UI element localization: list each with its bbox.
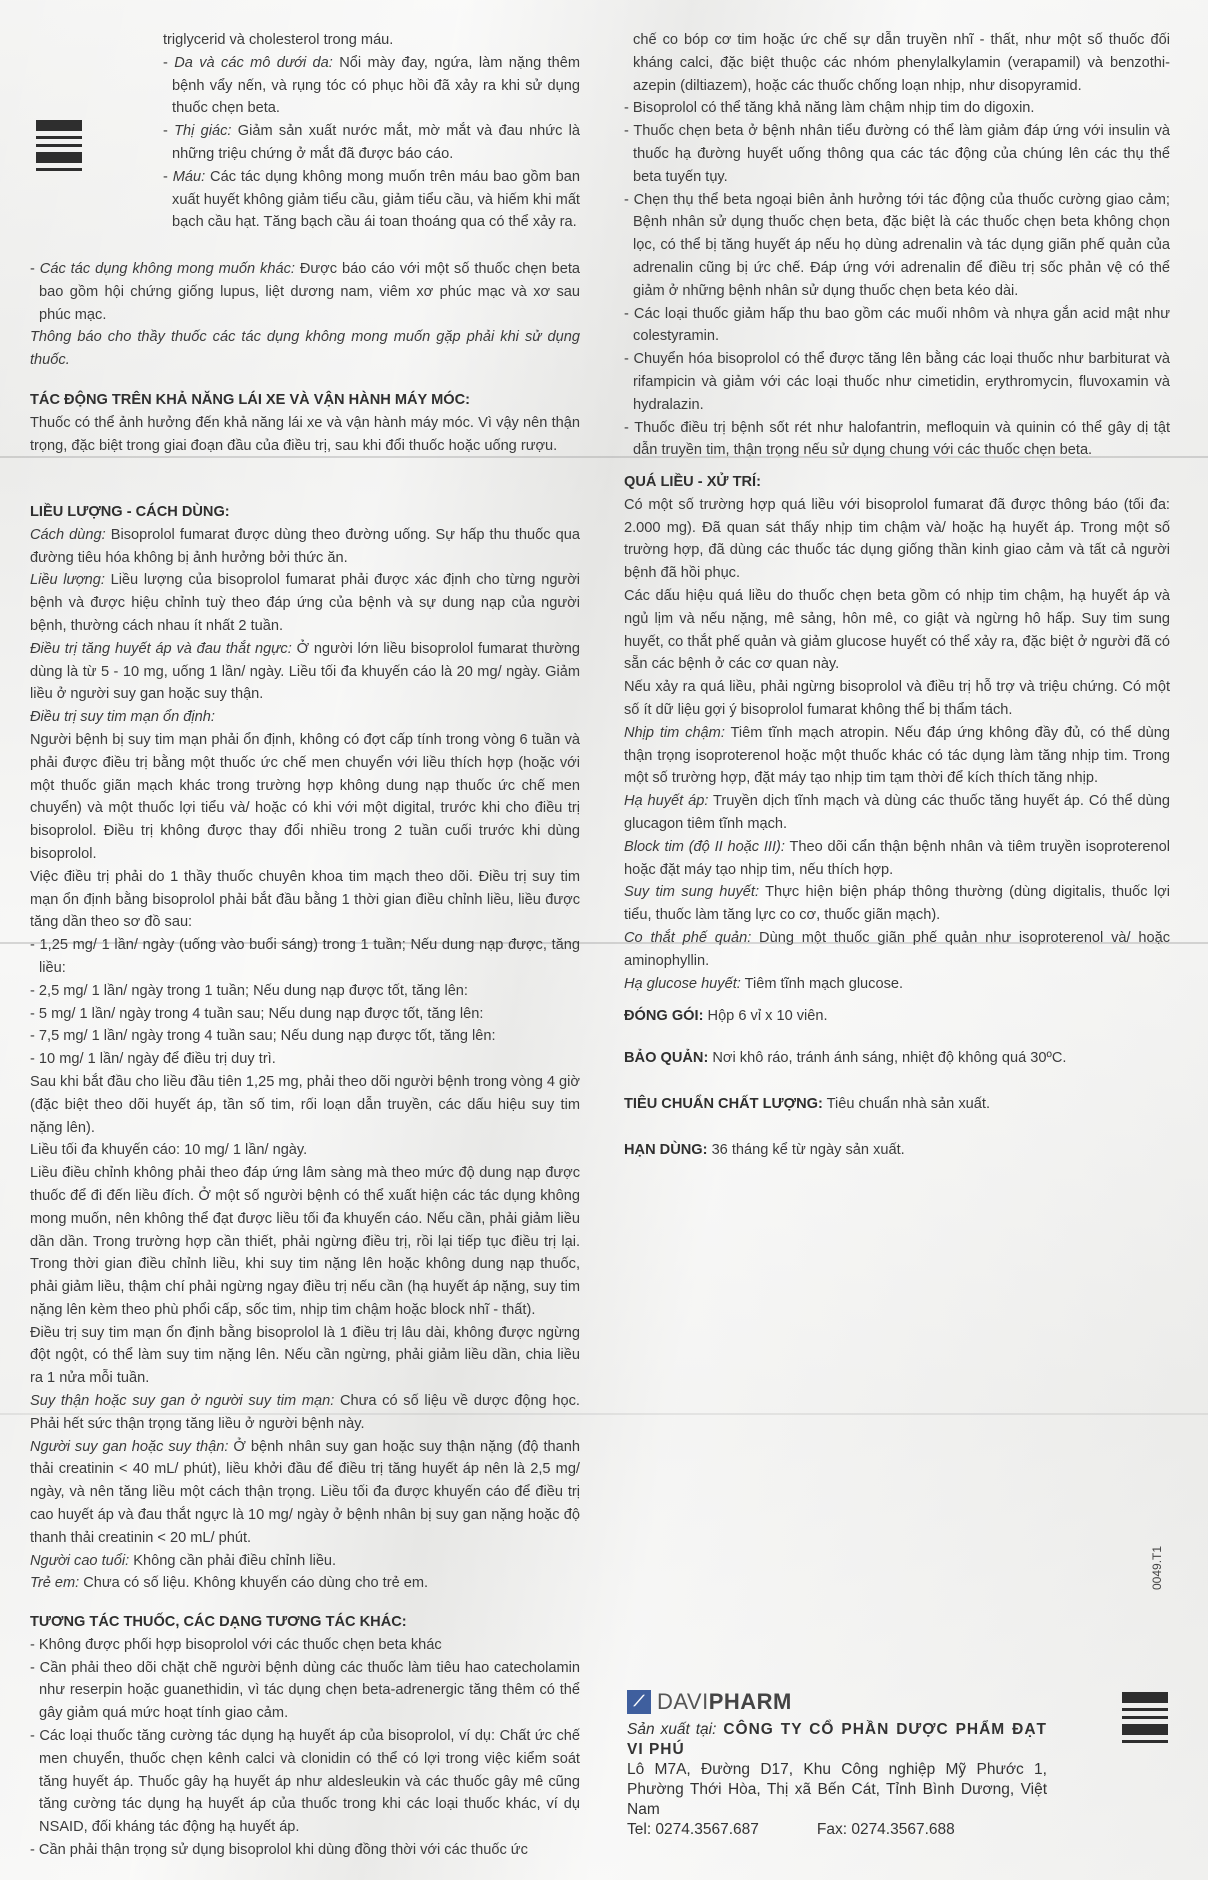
paragraph bbox=[30, 1634, 580, 1657]
paragraph-label: Điều trị suy tim mạn ổn định: bbox=[30, 709, 215, 726]
paragraph-text: Liều lượng của bisoprolol fumarat phải được xác định cho từng người bệnh và được hiệu chỉnh tuỳ theo đáp ứng của bệnh và sự dung nạp của người bệnh, thường cách nhau ít nhất 2 tuần. bbox=[30, 572, 581, 634]
paragraph bbox=[624, 417, 1170, 463]
expiry-text: 36 tháng kể từ ngày sản xuất. bbox=[707, 1142, 905, 1158]
paragraph-text: chế co bóp cơ tim hoặc ức chế sự dẫn truyền nhĩ - thất, như một số thuốc đối kháng calci, đặc biệt thuộc các nhóm phenylalkylamin (verapamil) và benzothi-azepin (diltiazem), hoặc các thuốc chống loạn nhịp, như disopyramid. bbox=[633, 32, 1170, 94]
paragraph-text: Chưa có số liệu. Không khuyến cáo dùng cho trẻ em. bbox=[79, 1575, 429, 1592]
section-dosage bbox=[30, 501, 580, 1595]
contact-info bbox=[627, 1820, 1047, 1840]
paragraph bbox=[624, 836, 1170, 882]
section-overdose bbox=[624, 471, 1170, 995]
document-code: 0049.T1 bbox=[1150, 1545, 1164, 1590]
section-heading: TƯƠNG TÁC THUỐC, CÁC DẠNG TƯƠNG TÁC KHÁC: bbox=[30, 1614, 407, 1630]
paragraph bbox=[30, 1071, 580, 1139]
paragraph-text: Thuốc có thể ảnh hưởng đến khả năng lái xe và vận hành máy móc. Vì vậy nên thận trọng, đặc biệt trong giai đoạn đầu của điều trị, sau khi đổi thuốc hoặc uống rượu. bbox=[30, 414, 580, 454]
fax: Fax: 0274.3567.688 bbox=[816, 1821, 955, 1838]
logo-mark-icon: ⟋ bbox=[627, 1690, 651, 1714]
section-quality bbox=[624, 1093, 990, 1116]
paragraph bbox=[30, 569, 580, 637]
paragraph-text: - Chẹn thụ thể beta ngoại biên ảnh hưởng tới tác động của thuốc cường giao cảm; Bệnh nhân sử dụng thuốc chẹn beta, đặc biệt là các thuốc chẹn beta không chọn lọc, có thể bị tăng huyết áp nếu họ dùng adrenalin và tác dụng giãn phế quản của adrenalin cũng bị ức chế. Đáp ứng với adrenalin để điều trị sốc phản vệ có thể giảm ở những bệnh nhân sử dụng thuốc chẹn beta kéo dài. bbox=[624, 191, 1170, 299]
paragraph-text: - Bisoprolol có thể tăng khả năng làm chậm nhịp tim do digoxin. bbox=[624, 100, 1035, 117]
paragraph bbox=[30, 524, 580, 570]
paragraph-label: Người cao tuổi: bbox=[30, 1552, 130, 1569]
paragraph bbox=[624, 97, 1170, 120]
paragraph-text: - Chuyển hóa bisoprolol có thể được tăng lên bằng các loại thuốc như barbiturat và rifampicin và giảm với các loại thuốc như cimetidin, erythromycin, fluvoxamin và hydralazin. bbox=[624, 351, 1170, 413]
paragraph-text: Bisoprolol fumarat được dùng theo đường uống. Sự hấp thu thuốc qua đường tiêu hóa không bị ảnh hưởng bởi thức ăn. bbox=[30, 526, 580, 566]
paragraph-label: Cách dùng: bbox=[30, 526, 106, 543]
paragraph-text: Có một số trường hợp quá liều với bisoprolol fumarat đã được thông báo (tối đa: 2.000 mg). Đã quan sát thấy nhịp tim chậm và/ hoặc hạ huyết áp. Trong một số trường hợp, đã dùng các thuốc tác dụng giống thần kinh giao cảm và tất cả người bệnh đã hồi phục. bbox=[624, 496, 1170, 582]
paragraph-text: - Các loại thuốc giảm hấp thu bao gồm các muối nhôm và nhựa gắn acid mật như colestyramin. bbox=[624, 305, 1170, 345]
paragraph-label: Nhịp tim chậm: bbox=[624, 724, 725, 741]
paragraph bbox=[30, 1550, 580, 1573]
side-effects-other bbox=[30, 258, 580, 372]
made-at-label: Sản xuất tại: bbox=[627, 1721, 717, 1738]
paragraph bbox=[30, 1572, 580, 1595]
paragraph-text: Nếu xảy ra quá liều, phải ngừng bisoprolol và điều trị hỗ trợ và triệu chứng. Có một số ít dữ liệu gợi ý bisoprolol fumarat không thể bị thẩm tách. bbox=[624, 679, 1170, 718]
paragraph bbox=[30, 729, 580, 866]
section-heading: LIỀU LƯỢNG - CÁCH DÙNG: bbox=[30, 504, 230, 520]
paragraph bbox=[30, 934, 580, 980]
paragraph-text: - Thuốc điều trị bệnh sốt rét như halofantrin, mefloquin và quinin có thể gây dị tật dẫn truyền tim, thận trọng nếu sử dụng chung với các thuốc chẹn beta. bbox=[624, 419, 1170, 459]
paragraph-text: Không cần phải điều chỉnh liều. bbox=[129, 1552, 337, 1569]
packaging-heading: ĐÓNG GÓI: bbox=[624, 1008, 704, 1024]
paragraph bbox=[30, 706, 580, 729]
section-heading: QUÁ LIỀU - XỬ TRÍ: bbox=[624, 474, 761, 490]
paragraph bbox=[30, 1162, 580, 1322]
section-heading: TÁC ĐỘNG TRÊN KHẢ NĂNG LÁI XE VÀ VẬN HÀNH MÁY MÓC: bbox=[30, 392, 470, 408]
paragraph bbox=[30, 638, 580, 706]
section-storage bbox=[624, 1047, 1066, 1070]
paragraph-label: Thị giác: bbox=[174, 123, 232, 140]
paragraph bbox=[30, 1725, 580, 1839]
manufacturer-name bbox=[627, 1720, 1047, 1760]
paragraph-text: Thông báo cho thầy thuốc các tác dụng không mong muốn gặp phải khi sử dụng thuốc. bbox=[30, 329, 580, 369]
paragraph-text: - Cần phải thận trọng sử dụng bisoprolol khi dùng đồng thời với các thuốc ức bbox=[30, 1841, 528, 1858]
paragraph bbox=[624, 303, 1170, 349]
paragraph bbox=[30, 1025, 580, 1048]
paragraph-text: Nổi mày đay, ngứa, làm nặng thêm bệnh vẩy nến, và rụng tóc có phục hồi đã xảy ra khi sử dụng thuốc chẹn beta. bbox=[172, 54, 581, 117]
paragraph bbox=[624, 790, 1170, 836]
paragraph bbox=[624, 881, 1170, 927]
paragraph-label: Máu: bbox=[172, 168, 206, 185]
paragraph-text: - 5 mg/ 1 lần/ ngày trong 4 tuần sau; Nếu dung nạp được tốt, tăng lên: bbox=[30, 1005, 484, 1022]
paragraph bbox=[624, 29, 1170, 97]
company-name: CÔNG TY CỔ PHẦN DƯỢC PHẨM ĐẠT VI PHÚ bbox=[627, 1721, 1047, 1758]
paragraph-label: Suy thận hoặc suy gan ở người suy tim mạn: bbox=[30, 1393, 335, 1410]
paragraph-label: Co thắt phế quản: bbox=[624, 929, 752, 946]
address: Lô M7A, Đường D17, Khu Công nghiệp Mỹ Phước 1, Phường Thới Hòa, Thị xã Bến Cát, Tỉnh Bình Dương, Việt Nam bbox=[627, 1761, 1047, 1818]
paragraph bbox=[30, 412, 580, 458]
paragraph bbox=[30, 866, 580, 934]
paragraph-text: - 2,5 mg/ 1 lần/ ngày trong 1 tuần; Nếu dung nạp được tốt, tăng lên: bbox=[30, 982, 468, 999]
paragraph-label: Hạ huyết áp: bbox=[624, 793, 709, 810]
paragraph bbox=[624, 676, 1170, 722]
quality-heading: TIÊU CHUẨN CHẤT LƯỢNG: bbox=[624, 1096, 823, 1112]
paragraph-text: Điều trị suy tim mạn ổn định bằng bisoprolol là 1 điều trị lâu dài, không được ngừng đột ngột, có thể làm suy tim nặng lên. Nếu cần ngừng, phải giảm liều dần, chia liều ra 1 nửa mỗi tuần. bbox=[30, 1324, 580, 1387]
side-effects-continued bbox=[163, 29, 580, 234]
paragraph: - Máu: Các tác dụng không mong muốn trên máu bao gồm ban xuất huyết không giảm tiểu cầu, giảm tiểu cầu, và hiếm khi mất bạch cầu hạt. Tăng bạch cầu ái toan thoáng qua có thể xảy ra. bbox=[163, 168, 580, 231]
interactions-continued bbox=[624, 29, 1170, 462]
paragraph bbox=[30, 1390, 580, 1436]
paragraph-text: Các tác dụng không mong muốn trên máu bao gồm ban xuất huyết không giảm tiểu cầu, giảm tiểu cầu, và hiếm khi mất bạch cầu hạt. Tăng bạch cầu ái toan thoáng qua có thể xảy ra. bbox=[172, 168, 580, 231]
tel: Tel: 0274.3567.687 bbox=[627, 1821, 759, 1838]
davipharm-logo bbox=[627, 1690, 1047, 1714]
paragraph bbox=[30, 326, 580, 372]
paragraph: - Thị giác: Giảm sản xuất nước mắt, mờ mắt và đau nhức là những triệu chứng ở mắt đã được báo cáo. bbox=[163, 123, 580, 162]
paragraph-text: Người bệnh bị suy tim mạn phải ổn định, không có đợt cấp tính trong vòng 6 tuần và phải được điều trị bằng một thuốc ức chế men chuyển với liều thích hợp (hoặc với một thuốc giãn mạch khác trong trường hợp không dung nạp thuốc ức chế men chuyển) và một thuốc lợi tiểu và/ hoặc có khi với một digital, trước khi cho điều trị bisoprolol. Điều trị không được thay đổi nhiều trong 2 tuần cuối trước khi dùng bisoprolol. bbox=[30, 731, 580, 862]
paragraph-label: Liều lượng: bbox=[30, 572, 105, 589]
paragraph bbox=[624, 585, 1170, 676]
paragraph-text: Thực hiện biện pháp thông thường (dùng digitalis, thuốc lợi tiểu, thuốc làm tăng lực co cơ, thuốc giãn mạch). bbox=[624, 884, 1170, 924]
paragraph-label: Các tác dụng không mong muốn khác: bbox=[39, 261, 295, 277]
paragraph: - Các tác dụng không mong muốn khác: Được báo cáo với một số thuốc chẹn beta bao gồm hội chứng giống lupus, liệt dương nam, viêm xơ phúc mạc và xơ sau phúc mạc. bbox=[30, 261, 580, 323]
paragraph-text: Ở người lớn liều bisoprolol fumarat thường dùng là từ 5 - 10 mg, uống 1 lần/ ngày. Liều tối đa khuyến cáo là 20 mg/ ngày. Giảm liều ở người suy gan hoặc suy thận. bbox=[30, 640, 580, 703]
paragraph bbox=[30, 1322, 580, 1390]
quality-text: Tiêu chuẩn nhà sản xuất. bbox=[822, 1096, 990, 1112]
paragraph-text: Giảm sản xuất nước mắt, mờ mắt và đau nhức là những triệu chứng ở mắt đã được báo cáo. bbox=[172, 123, 580, 162]
paragraph bbox=[624, 722, 1170, 790]
paragraph bbox=[30, 1839, 580, 1862]
paragraph-label: Trẻ em: bbox=[30, 1575, 80, 1592]
paragraph-text: Dùng một thuốc giãn phế quản như isoproterenol và/ hoặc aminophyllin. bbox=[624, 929, 1170, 969]
paragraph bbox=[624, 348, 1170, 416]
paragraph-text: Tiêm tĩnh mạch glucose. bbox=[740, 975, 904, 992]
paragraph-text: Chưa có số liệu về dược động học. Phải hết sức thận trọng tăng liều ở người bệnh này. bbox=[30, 1393, 580, 1432]
paragraph bbox=[30, 1436, 580, 1550]
paragraph-text: - Các loại thuốc tăng cường tác dụng hạ huyết áp của bisoprolol, ví dụ: Chất ức chế men chuyển, thuốc chẹn kênh calci và clonidin có thể có lợi trong việc kiểm soát tăng huyết áp. Thuốc gây hạ huyết áp như aldesleukin và các thuốc gây mê cũng tăng cường tác dụng hạ huyết áp của thuốc trong khi các loại thuốc khác, ví dụ NSAID, đối kháng tác động hạ huyết áp. bbox=[30, 1727, 580, 1836]
paragraph-label: Block tim (độ II hoặc III): bbox=[624, 838, 785, 855]
paragraph-label: Hạ glucose huyết: bbox=[624, 975, 741, 992]
paragraph-text: - Không được phối hợp bisoprolol với các thuốc chẹn beta khác bbox=[30, 1636, 442, 1653]
paragraph-text: Việc điều trị phải do 1 thầy thuốc chuyên khoa tim mạch theo dõi. Điều trị suy tim mạn ổn định bằng bisoprolol phải bắt đầu bằng 1 thời gian điều chỉnh liều, liều được tăng dần theo sơ đồ sau: bbox=[30, 868, 580, 931]
paragraph bbox=[624, 189, 1170, 303]
paragraph-text: Truyền dịch tĩnh mạch và dùng các thuốc tăng huyết áp. Có thể dùng glucagon tiêm tĩnh mạch. bbox=[624, 793, 1170, 832]
paragraph-text: Sau khi bắt đầu cho liều đầu tiên 1,25 mg, phải theo dõi người bệnh trong vòng 4 giờ (đặc biệt theo dõi huyết áp, tần số tim, rối loạn dẫn truyền, các dấu hiệu suy tim nặng lên). bbox=[30, 1073, 580, 1136]
paragraph-text: - 10 mg/ 1 lần/ ngày để điều trị duy trì. bbox=[30, 1051, 276, 1068]
paragraph-text: Ở bệnh nhân suy gan hoặc suy thận nặng (độ thanh thải creatinin < 40 mL/ phút), liều khởi đầu để điều trị tăng huyết áp nên là 2,5 mg/ ngày, và nên tăng liều một cách thận trọng. Liều tối đa được khuyến cáo để điều trị cao huyết áp và đau thắt ngực là 10 mg/ ngày ở bệnh nhân bị suy gan nặng hoặc độ thanh thải creatinin < 20 mL/ phút. bbox=[30, 1438, 580, 1546]
packaging-text: Hộp 6 vỉ x 10 viên. bbox=[703, 1008, 828, 1024]
paragraph-label: Điều trị tăng huyết áp và đau thắt ngực: bbox=[30, 640, 292, 657]
paragraph bbox=[30, 1048, 580, 1071]
paragraph bbox=[30, 1003, 580, 1026]
paragraph-text: Liều điều chỉnh không phải theo đáp ứng lâm sàng mà theo mức độ dung nạp được thuốc để đi đến liều đích. Ở một số người bệnh có thể xuất hiện các tác dụng không mong muốn, nên không thể đạt được liều tối đa khuyến cáo. Nếu cần, phải giảm liều dần dần. Trong trường hợp cần thiết, phải ngừng điều trị, rồi lại tiếp tục điều trị lại. Trong thời gian điều chỉnh liều, khi suy tim nặng lên hoặc không dung nạp thuốc, phải giảm liều, thậm chí phải ngừng ngay điều trị nếu cần (hạ huyết áp nặng, suy tim nặng lên kèm theo phù phổi cấp, sốc tim, nhịp tim chậm hoặc block nhĩ - thất). bbox=[30, 1165, 580, 1318]
storage-heading: BẢO QUẢN: bbox=[624, 1050, 709, 1066]
paragraph-text: triglycerid và cholesterol trong máu. bbox=[163, 32, 394, 48]
paragraph bbox=[30, 1657, 580, 1725]
paragraph-label: Da và các mô dưới da: bbox=[174, 54, 333, 71]
paragraph-label: Suy tim sung huyết: bbox=[624, 884, 760, 901]
paragraph-label: Người suy gan hoặc suy thận: bbox=[30, 1438, 229, 1455]
paragraph-text: - Cần phải theo dõi chặt chẽ người bệnh dùng các thuốc làm tiêu hao catecholamin như reserpin hoặc guanethidin, vì tác dụng chẹn beta-adrenergic tăng thêm có thể gây giảm quá mức hoạt tính giao cảm. bbox=[30, 1659, 580, 1722]
registration-marks bbox=[1122, 1692, 1168, 1748]
paragraph: - Da và các mô dưới da: Nổi mày đay, ngứa, làm nặng thêm bệnh vẩy nến, và rụng tóc có phục hồi đã xảy ra khi sử dụng thuốc chẹn beta. bbox=[163, 54, 581, 117]
paragraph bbox=[624, 120, 1170, 188]
registration-marks bbox=[36, 120, 82, 176]
paragraph-text: Được báo cáo với một số thuốc chẹn beta bao gồm hội chứng giống lupus, liệt dương nam, viêm xơ phúc mạc và xơ sau phúc mạc. bbox=[39, 261, 580, 323]
logo-text: DAVIPHARM bbox=[657, 1689, 792, 1714]
paragraph-text: Theo dõi cẩn thận bệnh nhân và tiêm truyền isoproterenol hoặc đặt máy tạo nhịp tim, nếu thích hợp. bbox=[624, 838, 1170, 878]
paragraph-text: Các dấu hiệu quá liều do thuốc chẹn beta gồm có nhịp tim chậm, hạ huyết áp và ngủ lịm và nếu nặng, mê sảng, hôn mê, co giật và ngừng hô hấp. Suy tim sung huyết, co thắt phế quản và giảm glucose huyết có thể xảy ra, đặc biệt ở người đã có sẵn các bệnh ở các cơ quan này. bbox=[624, 587, 1170, 673]
section-expiry bbox=[624, 1139, 905, 1162]
paragraph-text: Liều tối đa khuyến cáo: 10 mg/ 1 lần/ ngày. bbox=[30, 1142, 308, 1159]
paragraph-text: - 1,25 mg/ 1 lần/ ngày (uống vào buổi sáng) trong 1 tuần; Nếu dung nạp được, tăng liều: bbox=[30, 937, 580, 976]
paragraph bbox=[30, 1139, 580, 1162]
expiry-heading: HẠN DÙNG: bbox=[624, 1142, 708, 1158]
paragraph bbox=[163, 29, 580, 52]
manufacturer-footer bbox=[627, 1690, 1047, 1840]
storage-text: Nơi khô ráo, tránh ánh sáng, nhiệt độ không quá 30ºC. bbox=[708, 1050, 1067, 1066]
section-interactions bbox=[30, 1611, 580, 1862]
paragraph-text: - 7,5 mg/ 1 lần/ ngày trong 4 tuần sau; Nếu dung nạp được tốt, tăng lên: bbox=[30, 1028, 496, 1045]
section-driving bbox=[30, 389, 580, 457]
paragraph bbox=[624, 973, 1170, 996]
paragraph-text: Tiêm tĩnh mạch atropin. Nếu đáp ứng không đầy đủ, có thể dùng thận trọng isoproterenol hoặc một thuốc khác có tác dụng làm tăng nhịp tim. Trong một số trường hợp, đặt máy tạo nhịp tim tạm thời để kích thích tăng nhịp. bbox=[624, 724, 1170, 787]
section-packaging bbox=[624, 1005, 828, 1028]
paragraph bbox=[624, 494, 1170, 585]
paragraph bbox=[30, 980, 580, 1003]
paragraph bbox=[624, 927, 1170, 973]
paragraph-text: - Thuốc chẹn beta ở bệnh nhân tiểu đường có thể làm giảm đáp ứng với insulin và thuốc hạ đường huyết uống thông qua các tác động của chúng lên các thụ thể beta tuyến tụy. bbox=[624, 123, 1170, 185]
